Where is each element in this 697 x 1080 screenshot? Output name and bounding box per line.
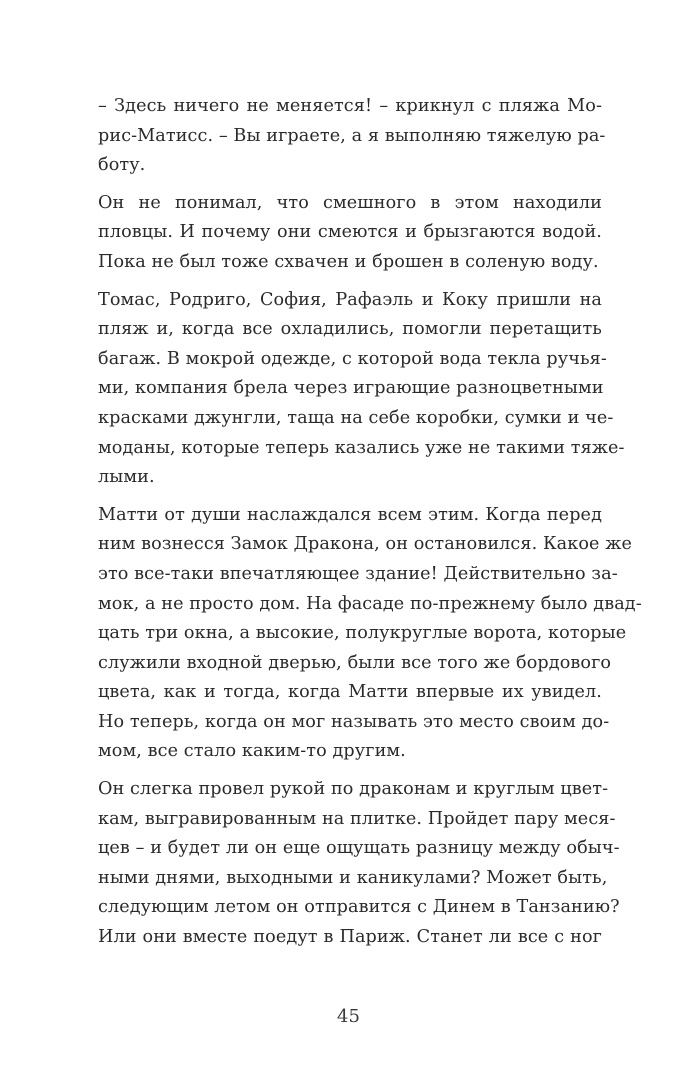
text-line: цев – и будет ли он еще ощущать разницу между обыч- — [98, 838, 620, 859]
text-line: следующим летом он отправится с Динем в Танзанию? — [98, 897, 620, 918]
text-line: служили входной дверью, были все того же бордового — [98, 652, 612, 673]
text-line: багаж. В мокрой одежде, с которой вода текла ручья- — [98, 348, 607, 369]
text-line: пловцы. И почему они смеются и брызгаются водой. — [98, 222, 602, 243]
text-line: Он слегка провел рукой по драконам и круглым цвет- — [98, 779, 609, 800]
text-line: моданы, которые теперь казались уже не такими тяже- — [98, 437, 625, 458]
text-line: цать три окна, а высокие, полукруглые ворота, которые — [98, 623, 627, 644]
text-line: Он не понимал, что смешного в этом находили — [98, 192, 602, 213]
text-line: мом, все стало каким-то другим. — [98, 741, 406, 762]
paragraph-5 — [98, 775, 620, 953]
text-line: кам, выгравированным на плитке. Пройдет пару меся- — [98, 808, 616, 829]
text-line: боту. — [98, 155, 146, 176]
body-text — [98, 92, 642, 961]
paragraph-1 — [98, 92, 606, 181]
text-line: рис-Матисс. – Вы играете, а я выполняю тяжелую ра- — [98, 125, 606, 146]
text-line: цвета, как и тогда, когда Матти впервые их увидел. — [98, 682, 602, 703]
text-line: – Здесь ничего не меняется! – крикнул с пляжа Мо- — [98, 96, 602, 116]
paragraph-4 — [98, 501, 642, 767]
text-line: ми, компания брела через играющие разноцветными — [98, 378, 604, 399]
text-line: Матти от души наслаждался всем этим. Когда перед — [98, 504, 602, 525]
text-line: ним вознесся Замок Дракона, он остановился. Какое же — [98, 534, 633, 555]
text-line: красками джунгли, таща на себе коробки, сумки и че- — [98, 407, 614, 428]
text-line: это все-таки впечатляющее здание! Действительно за- — [98, 563, 618, 584]
text-line: мок, а не просто дом. На фасаде по-прежнему было двад- — [98, 593, 642, 614]
paragraph-3 — [98, 286, 625, 493]
text-line: Томас, Родриго, София, Рафаэль и Коку пришли на — [98, 289, 602, 310]
page-number: 45 — [337, 1006, 360, 1027]
text-line: пляж и, когда все охладились, помогли перетащить — [98, 319, 602, 340]
text-line: Но теперь, когда он мог называть это место своим до- — [98, 711, 610, 732]
text-line: Пока не был тоже схвачен и брошен в соленую воду. — [98, 251, 599, 272]
paragraph-2 — [98, 189, 602, 278]
text-line: лыми. — [98, 467, 155, 488]
text-line: Или они вместе поедут в Париж. Станет ли все с ног — [98, 927, 602, 948]
text-line: ными днями, выходными и каникулами? Может быть, — [98, 867, 608, 888]
